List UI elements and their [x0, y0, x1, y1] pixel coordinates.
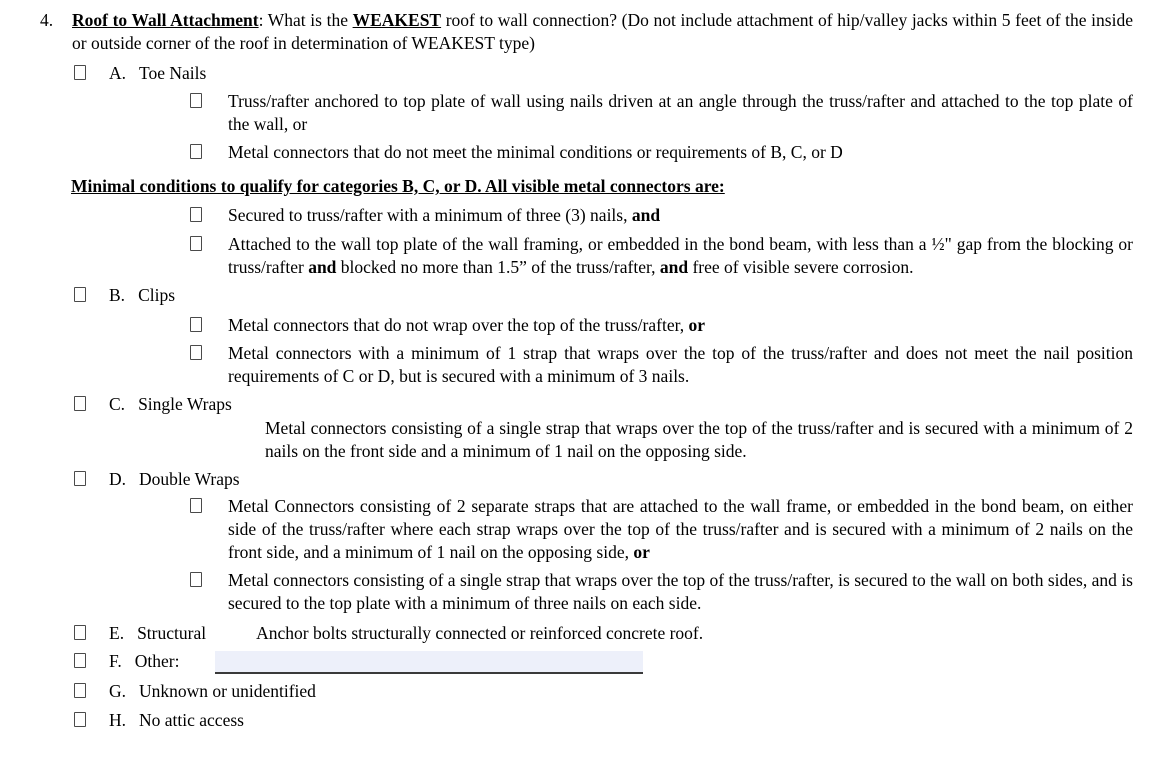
option-d-letter: D.	[109, 469, 127, 489]
option-h-row	[74, 709, 1133, 732]
option-e-description: Anchor bolts structurally connected or reinforced concrete roof.	[256, 623, 704, 643]
option-g-letter: G.	[109, 681, 127, 701]
option-e-letter: E.	[109, 623, 125, 643]
option-h-letter: H.	[109, 710, 127, 730]
option-f-row	[74, 650, 1133, 674]
minimal-sub-1-text: Secured to truss/rafter with a minimum of three (3) nails, and	[228, 205, 661, 225]
option-e-row	[74, 622, 1133, 645]
option-c-letter: C.	[109, 394, 126, 414]
option-b-sub-1-row	[190, 314, 1133, 337]
minimal-sub-1-row	[190, 204, 1133, 227]
option-c-description: Metal connectors consisting of a single strap that wraps over the top of the truss/rafter and is secured with a minimum of 2 nails on the front side and a minimum of 1 nail on the opposing side.	[265, 418, 1133, 461]
option-d-label: Double Wraps	[139, 469, 240, 489]
option-a-letter: A.	[109, 63, 127, 83]
checkbox-option-a[interactable]	[74, 65, 86, 80]
checkbox-option-f[interactable]	[74, 653, 86, 668]
checkbox-minimal-2[interactable]	[190, 236, 202, 251]
option-d-sub-2-row	[190, 569, 1133, 615]
option-b-row	[74, 284, 1133, 307]
option-h-label: No attic access	[139, 710, 244, 730]
option-g-row	[74, 680, 1133, 703]
option-a-sub-2-text: Metal connectors that do not meet the minimal conditions or requirements of B, C, or D	[228, 142, 843, 162]
option-f-letter: F.	[109, 651, 122, 671]
option-d-row	[74, 468, 1133, 491]
option-d-sub-1-row	[190, 495, 1133, 564]
option-a-label: Toe Nails	[139, 63, 207, 83]
minimal-conditions-heading: Minimal conditions to qualify for categories B, C, or D. All visible metal connectors are:	[71, 176, 725, 196]
option-a-row	[74, 62, 1133, 85]
checkbox-a-sub-1[interactable]	[190, 93, 202, 108]
option-c-row	[74, 393, 1133, 416]
checkbox-option-b[interactable]	[74, 287, 86, 302]
checkbox-option-h[interactable]	[74, 712, 86, 727]
option-b-sub-2-text: Metal connectors with a minimum of 1 strap that wraps over the top of the truss/rafter and does not meet the nail position requirements of C or D, but is secured with a minimum of 3 nails.	[228, 343, 1133, 386]
option-d-sub-1-text: Metal Connectors consisting of 2 separate straps that are attached to the wall frame, or embedded in the bond beam, on either side of the truss/rafter where each strap wraps over the top of the truss/rafter and is secured with a minimum of 2 nails on the front side, and a minimum of 1 nail on the opposing side, or	[228, 496, 1133, 562]
option-f-label: Other:	[134, 651, 180, 671]
minimal-sub-2-row	[190, 233, 1133, 279]
option-a-sub-2-row	[190, 141, 1133, 164]
minimal-sub-2-text: Attached to the wall top plate of the wall framing, or embedded in the bond beam, with less than a ½" gap from the blocking or truss/rafter and blocked no more than 1.5” of the truss/rafter, and free of visible severe corrosion.	[228, 234, 1133, 277]
option-g-label: Unknown or unidentified	[139, 681, 316, 701]
question-header	[40, 9, 1133, 55]
checkbox-option-d[interactable]	[74, 471, 86, 486]
checkbox-option-g[interactable]	[74, 683, 86, 698]
option-c-label: Single Wraps	[138, 394, 232, 414]
option-b-sub-1-text: Metal connectors that do not wrap over the top of the truss/rafter, or	[228, 315, 706, 335]
question-number: 4.	[40, 10, 54, 30]
option-b-sub-2-row	[190, 342, 1133, 388]
question-text: Roof to Wall Attachment: What is the WEAKEST roof to wall connection? (Do not include attachment of hip/valley jacks within 5 feet of the inside or outside corner of the roof in determination of WEAKEST type)	[72, 10, 1133, 53]
checkbox-b-sub-2[interactable]	[190, 345, 202, 360]
option-d-sub-2-text: Metal connectors consisting of a single strap that wraps over the top of the truss/rafter, is secured to the wall on both sides, and is secured to the top plate with a minimum of three nails on each side.	[228, 570, 1133, 613]
checkbox-b-sub-1[interactable]	[190, 317, 202, 332]
checkbox-a-sub-2[interactable]	[190, 144, 202, 159]
checkbox-option-e[interactable]	[74, 625, 86, 640]
option-e-label: Structural	[137, 623, 207, 643]
option-a-sub-1-row	[190, 90, 1133, 136]
option-b-label: Clips	[138, 285, 176, 305]
option-b-letter: B.	[109, 285, 126, 305]
checkbox-d-sub-2[interactable]	[190, 572, 202, 587]
checkbox-option-c[interactable]	[74, 396, 86, 411]
checkbox-d-sub-1[interactable]	[190, 498, 202, 513]
other-input[interactable]	[215, 651, 643, 674]
option-a-sub-1-text: Truss/rafter anchored to top plate of wall using nails driven at an angle through the truss/rafter and attached to the top plate of the wall, or	[228, 91, 1133, 134]
checkbox-minimal-1[interactable]	[190, 207, 202, 222]
